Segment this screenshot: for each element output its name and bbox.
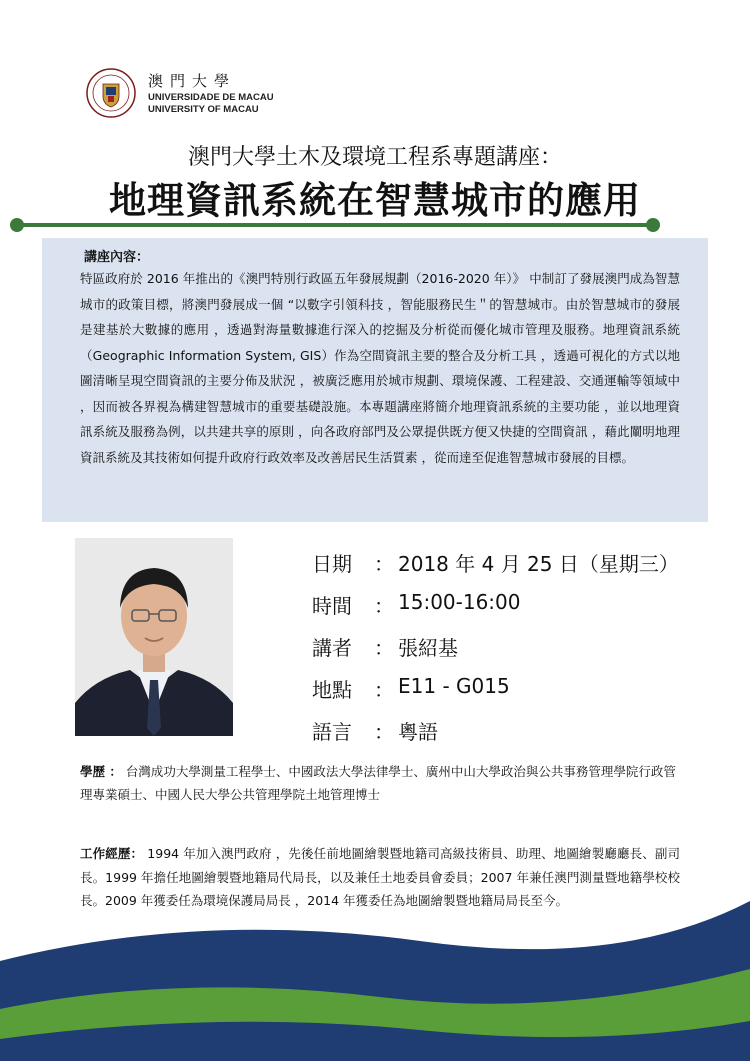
logo-portuguese-name: UNIVERSIDADE DE MACAU [148,92,274,103]
work-label: 工作經歷： [80,846,144,861]
work-text: 1994 年加入澳門政府 ，先後任前地圖繪製暨地籍司高級技術員、助理、地圖繪製廳廳長、副司長。1999 年擔任地圖繪製暨地籍局代局長，以及兼任土地委員會委員；2007 年兼任澳門測量暨地籍學校校長。2009 年獲委任為環境保護局局長 ，2014 年獲委任為地圖繪製暨地籍局局長至今。 [80,846,680,908]
detail-label: 語言 [312,720,352,744]
lecture-title: 地理資訊系統在智慧城市的應用 [109,179,641,222]
detail-label: 時間 [312,594,352,618]
university-seal-icon [86,68,136,118]
detail-value-venue: E11 - G015 [398,674,510,698]
detail-label: 講者 [312,636,352,660]
education-label: 學歷 ： [80,764,122,779]
education-text: 台灣成功大學測量工程學士、中國政法大學法律學士、廣州中山大學政治與公共事務管理學院行政管理專業碩士、中國人民大學公共管理學院土地管理博士 [80,764,676,802]
detail-value-speaker: 張紹基 [398,636,458,660]
lecture-content-heading: 講座內容： [84,250,150,265]
university-logo [86,68,286,124]
lecture-content-box [42,238,708,522]
detail-colon: ： [374,720,394,744]
detail-label: 日期 [312,552,352,576]
title-divider [10,218,660,232]
detail-colon: ： [374,594,394,618]
lecture-series-subtitle: 澳門大學土木及環境工程系專題講座： [187,145,562,170]
lecture-content-text: 特區政府於 2016 年推出的《澳門特別行政區五年發展規劃（2016-2020 年）》 中制訂了發展澳門成為智慧城市的政策目標，將澳門發展成一個 “以數字引領科技 ，智能服務民生＂的智慧城市。由於智慧城市的發展是建基於大數據的應用 ，透過對海量數據進行深入的挖掘及分析從而優化城市管理及服務。地理資訊系統（Geographic Information System, GIS）作為空間資訊主要的整合及分析工具 ，透過可視化的方式以地圖清晰呈現空間資訊的主要分佈及狀況 ，被廣泛應用於城市規劃、環境保護、工程建設、交通運輸等領域中 ，因而被各界視為構建智慧城市的重要基礎設施。本專題講座將簡介地理資訊系統的主要功能 ，並以地理資訊系統及服務為例，以共建共享的原則 ，向各政府部門及公眾提供既方便又快捷的空間資訊 ，藉此闡明地理資訊系統及其技術如何提升政府行政效率及改善居民生活質素 ，從而達至促進智慧城市發展的目標。 [80,271,680,465]
detail-value-time: 15:00-16:00 [398,590,521,614]
speaker-photo [75,538,233,736]
logo-chinese-name: 澳門大學 [148,72,237,90]
detail-colon: ： [374,552,394,576]
speaker-education [80,760,680,806]
detail-value-language: 粵語 [398,720,438,744]
decorative-waves [0,891,750,1061]
detail-colon: ： [374,636,394,660]
detail-label: 地點 [312,678,352,702]
logo-english-name: UNIVERSITY OF MACAU [148,104,259,115]
detail-value-date: 2018 年 4 月 25 日（星期三） [398,552,679,576]
detail-colon: ： [374,678,394,702]
